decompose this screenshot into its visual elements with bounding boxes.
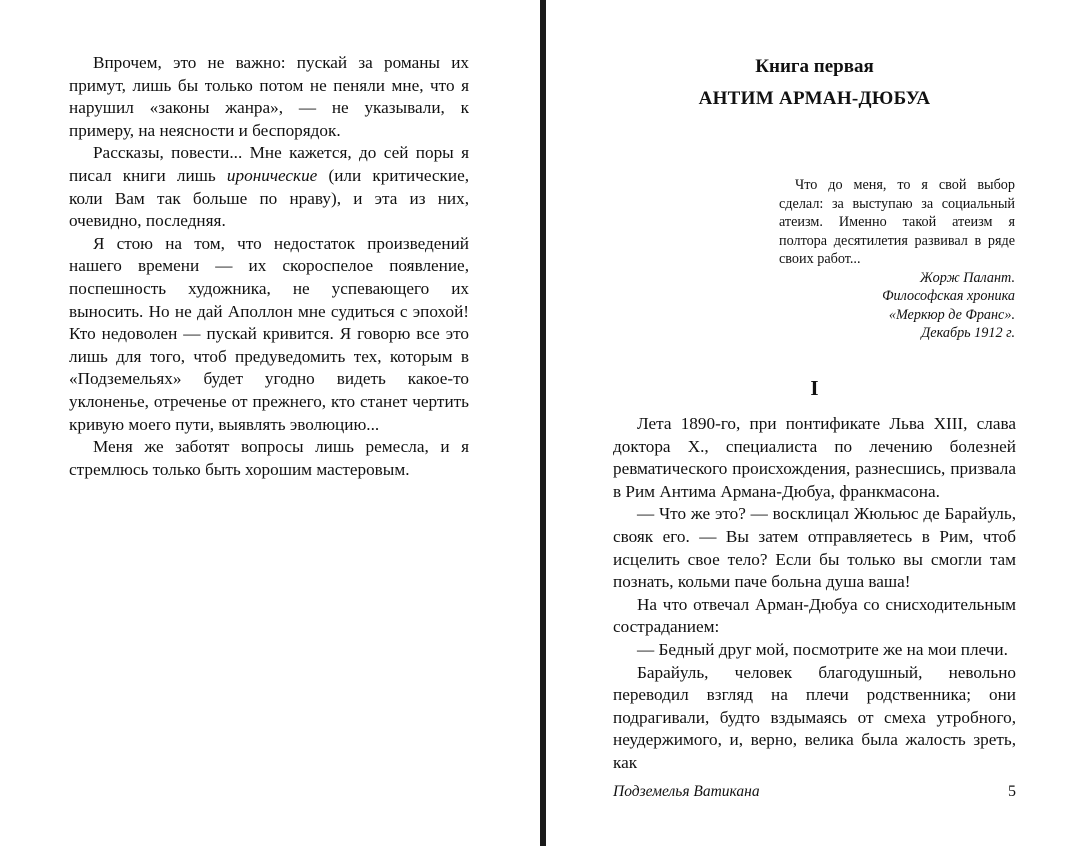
chapter-number: I: [810, 376, 819, 400]
italic-text: иронические: [226, 165, 318, 185]
paragraph: — Бедный друг мой, посмотрите же на мои плечи.: [637, 639, 1008, 659]
left-page: [0, 0, 540, 846]
paragraph: [69, 52, 469, 142]
text-run: (или критические, коли Вам так больше по нраву), и эта из них, очевидно, последняя.: [69, 165, 469, 231]
text-run: Меня же заботят вопросы лишь ремесла, и я стремлюсь только быть хорошим мастеровым.: [69, 437, 469, 479]
epigraph-attribution: [779, 269, 1015, 343]
epigraph-source-line1: Философская хроника: [882, 288, 1015, 304]
paragraph: На что отвечал Арман-Дюбуа со снисходительным состраданием:: [613, 594, 1016, 637]
part-title: АНТИМ АРМАН-ДЮБУА: [698, 88, 931, 109]
paragraph: [69, 233, 469, 436]
text-run: Рассказы, повести... Мне кажется, до сей поры я писал книги лишь: [69, 143, 469, 185]
epigraph-text: Что до меня, то я свой выбор сделал: за выступаю за социальный атеизм. Именно такой атеизм я полтора десятилетия развивал в ряде своих работ...: [779, 177, 1015, 267]
paragraph: [69, 436, 469, 481]
paragraph: Лета 1890-го, при понтификате Льва XIII, слава доктора Х., специалиста по лечению болезней ревматического происхождения, разнесшись, призвала в Рим Антима Армана-Дюбуа, франкмасона.: [613, 414, 1016, 501]
book-label: Книга первая: [755, 56, 874, 77]
paragraph: [69, 142, 469, 232]
epigraph-date: Декабрь 1912 г.: [921, 325, 1015, 341]
text-run: Впрочем, это не важно: пускай за романы их примут, лишь бы только потом не пеняли мне, что я нарушил «законы жанра», — не указывали, к примеру, на неясности и беспорядок.: [69, 53, 469, 140]
epigraph-source-line2: «Меркюр де Франс».: [888, 306, 1015, 323]
paragraph: Барайуль, человек благодушный, невольно переводил взгляд на плечи родственника; они подрагивали, будто вздымаясь от смеха утробного, неудержимого, и, верно, велика была жалость зреть, как: [613, 662, 1016, 772]
right-page-text: [613, 413, 1016, 775]
running-title: Подземелья Ватикана: [613, 783, 760, 800]
text-run: Я стою на том, что недостаток произведений нашего времени — их скороспелое появление, поспешность художника, не успевающего их выносить. Но не дай Аполлон мне судиться с эпохой! Кто недоволен — пускай кривится. Я говорю все это лишь для того, чтоб предуведомить тех, которым в «Подземельях» будет угодно видеть какое-то уклоненье, отреченье от прежнего, кто станет чертить кривую моего пути, выявлять эволюцию...: [69, 233, 469, 434]
left-page-text: [69, 52, 469, 481]
epigraph-author: Жорж Палант.: [919, 269, 1015, 286]
page-number: 5: [1008, 783, 1016, 800]
epigraph: [779, 176, 1015, 343]
paragraph: — Что же это? — восклицал Жюльюс де Барайуль, свояк его. — Вы затем отправляетесь в Рим, чтоб исцелить свое тело? Если бы только вы смогли там познать, кольми паче больна душа ваша!: [613, 504, 1016, 592]
